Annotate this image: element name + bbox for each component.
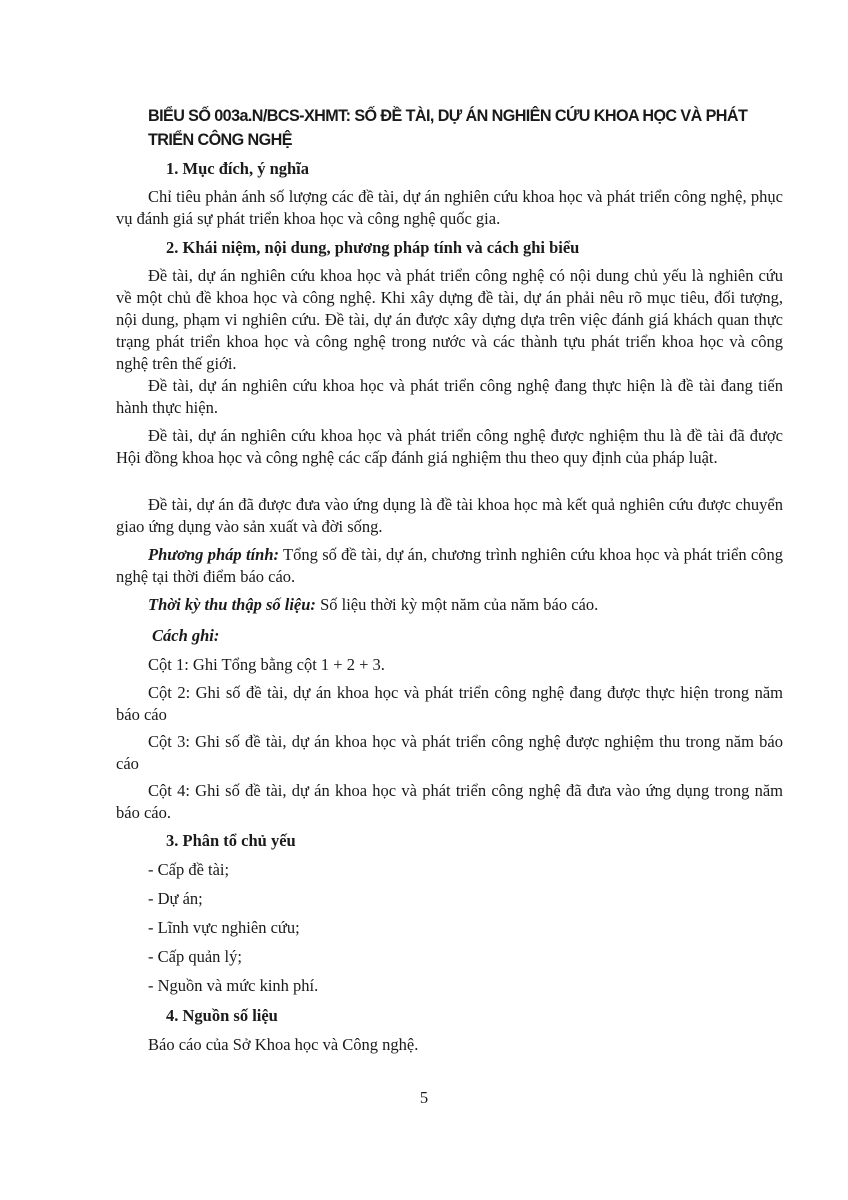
list-item: - Cấp quản lý; [148, 947, 242, 966]
ongoing-paragraph: Đề tài, dự án nghiên cứu khoa học và phát triển công nghệ đang thực hiện là đề tài đang tiến hành thực hiện. [116, 376, 783, 417]
method-paragraph [116, 544, 783, 588]
column-3-note: Cột 3: Ghi số đề tài, dự án khoa học và phát triển công nghệ được nghiệm thu trong năm báo cáo [116, 732, 783, 773]
column-1-note: Cột 1: Ghi Tổng bằng cột 1 + 2 + 3. [148, 655, 385, 674]
method-label: Phương pháp tính: [148, 545, 280, 564]
period-paragraph [148, 594, 598, 616]
document-title: BIỂU SỐ 003a.N/BCS-XHMT: SỐ ĐỀ TÀI, DỰ ÁN NGHIÊN CỨU KHOA HỌC VÀ PHÁT TRIỂN CÔNG NGHỆ [148, 107, 748, 149]
data-source-text: Báo cáo của Sở Khoa học và Công nghệ. [148, 1035, 419, 1054]
definition-paragraph: Đề tài, dự án nghiên cứu khoa học và phát triển công nghệ có nội dung chủ yếu là nghiên cứu về một chủ đề khoa học và công nghệ. Khi xây dựng đề tài, dự án phải nêu rõ mục tiêu, đối tượng, nội dung, phạm vi nghiên cứu. Đề tài, dự án được xây dựng dựa trên việc đánh giá khách quan thực trạng phát triển khoa học và công nghệ trong nước và các thành tựu phát triển khoa học và công nghệ trên thế giới. [116, 266, 783, 373]
list-item: - Dự án; [148, 889, 203, 908]
period-text: Số liệu thời kỳ một năm của năm báo cáo. [315, 595, 599, 614]
list-item: - Lĩnh vực nghiên cứu; [148, 918, 300, 937]
list-item: - Cấp đề tài; [148, 860, 230, 879]
column-4-note: Cột 4: Ghi số đề tài, dự án khoa học và phát triển công nghệ đã đưa vào ứng dụng trong năm báo cáo. [116, 781, 783, 822]
applied-paragraph: Đề tài, dự án đã được đưa vào ứng dụng là đề tài khoa học mà kết quả nghiên cứu được chuyển giao ứng dụng vào sản xuất và đời sống. [116, 495, 783, 536]
accepted-paragraph: Đề tài, dự án nghiên cứu khoa học và phát triển công nghệ được nghiệm thu là đề tài đã được Hội đồng khoa học và công nghệ các cấp đánh giá nghiệm thu theo quy định của pháp luật. [116, 426, 783, 467]
page-number: 5 [419, 1088, 429, 1107]
period-label: Thời kỳ thu thập số liệu: [148, 595, 316, 614]
how-to-record-label: Cách ghi: [152, 626, 220, 645]
method-text: Tổng số đề tài, dự án, chương trình nghiên cứu khoa học và phát triển công nghệ tại thời điểm báo cáo. [116, 545, 783, 586]
list-item: - Nguồn và mức kinh phí. [148, 976, 319, 995]
section-1-heading: 1. Mục đích, ý nghĩa [166, 159, 310, 178]
section-3-heading: 3. Phân tổ chủ yếu [166, 831, 296, 850]
section-2-heading: 2. Khái niệm, nội dung, phương pháp tính và cách ghi biểu [166, 238, 580, 257]
section-1-paragraph: Chỉ tiêu phản ánh số lượng các đề tài, dự án nghiên cứu khoa học và phát triển công nghệ, phục vụ đánh giá sự phát triển khoa học và công nghệ quốc gia. [116, 187, 783, 228]
column-2-note: Cột 2: Ghi số đề tài, dự án khoa học và phát triển công nghệ đang được thực hiện trong năm báo cáo [116, 683, 783, 724]
section-4-heading: 4. Nguồn số liệu [166, 1006, 278, 1025]
